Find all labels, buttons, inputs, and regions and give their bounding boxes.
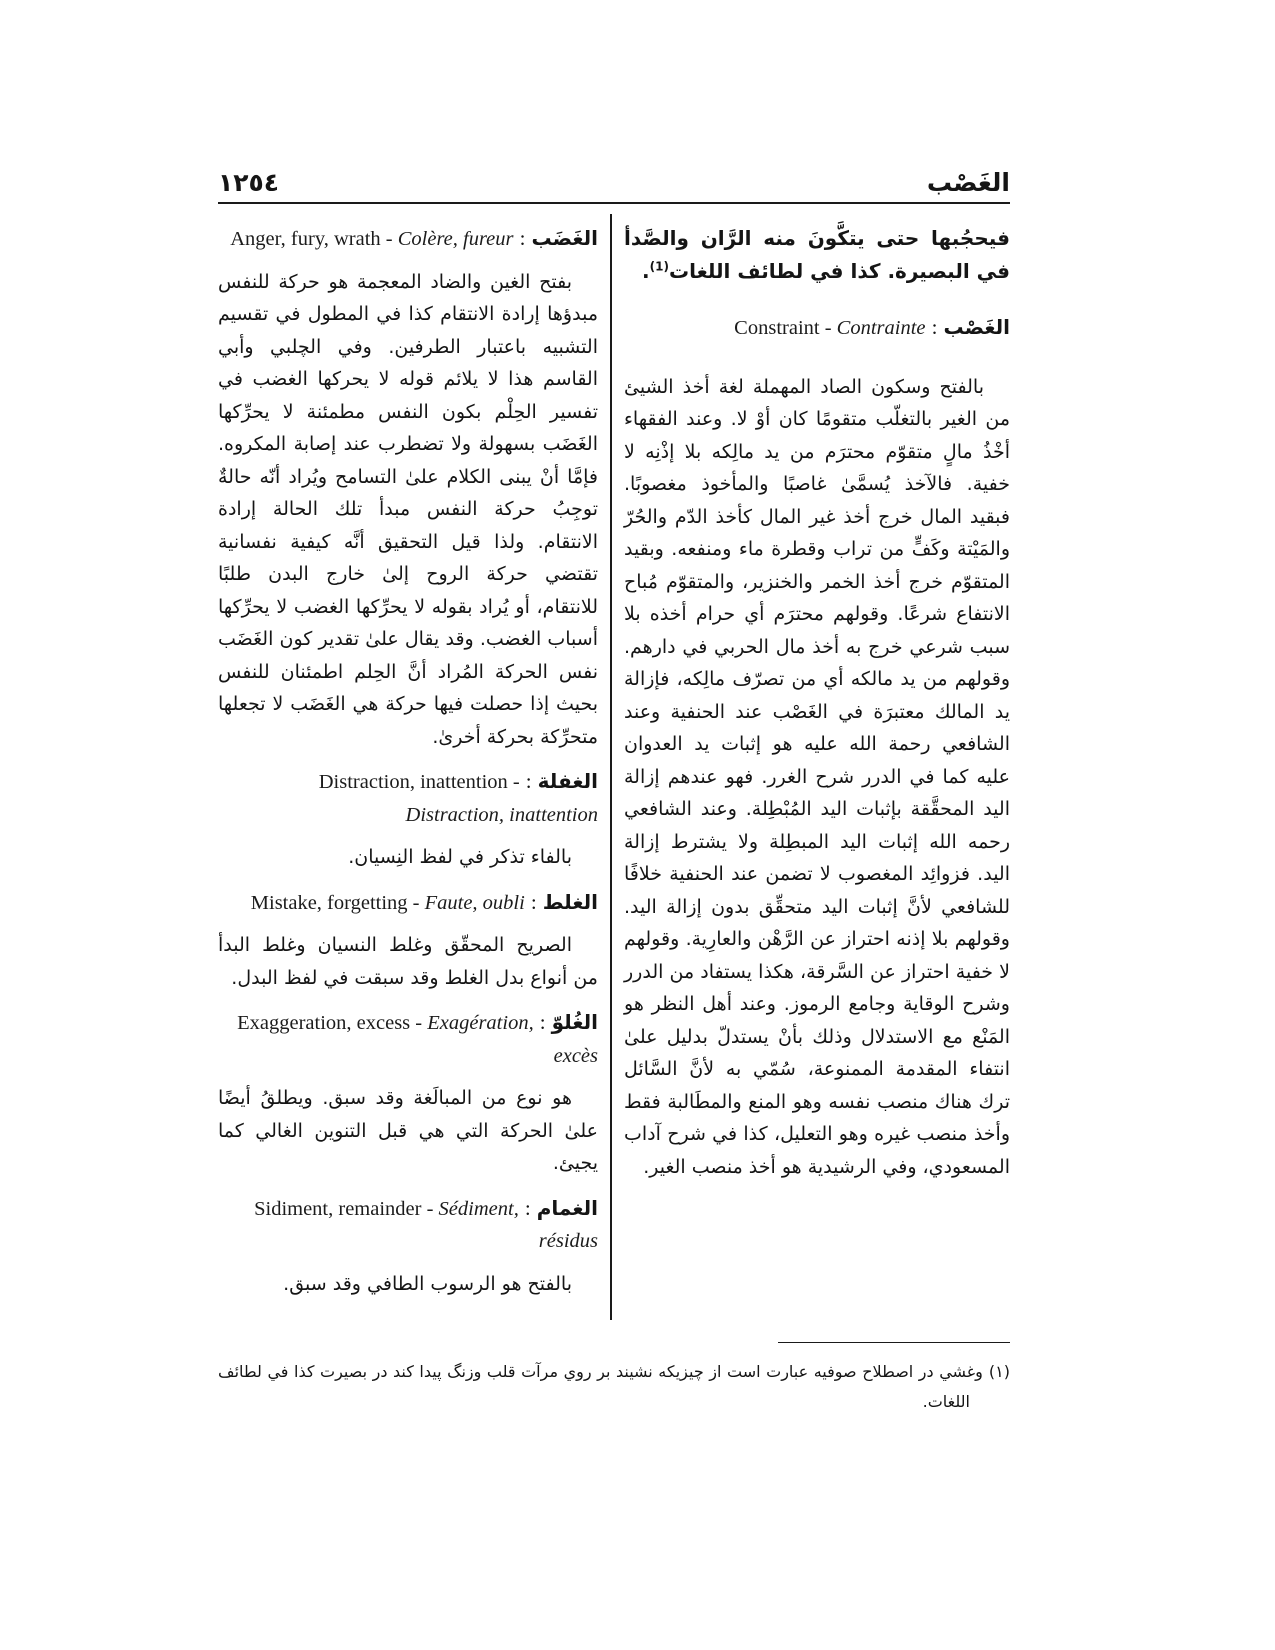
footnote-body: وغشي در اصطلاح صوفيه عبارت است از چيزيكه نشيند بر روي مرآت قلب وزنگ پيدا كند در بصيرت كذا في لطائف اللغات.	[218, 1362, 983, 1411]
left-column	[218, 214, 598, 1320]
entry-heading	[624, 311, 1010, 345]
headword-separator: :	[539, 1010, 546, 1034]
entry-definition: بفتح الغين والضاد المعجمة هو حركة للنفس مبدؤها إرادة الانتقام كذا في المطول في تقسيم التشبيه باعتبار الطرفين. وفي الچلبي وأبي القاسم هذا لا يلائم قوله لا يحركها الغضب في تفسير الحِلْم بكون النفس مطمئنة لا يحرِّكها الغَضَب بسهولة ولا تضطرب عند إصابة المكروه. فإمَّا أنْ يبنى الكلام علىٰ التسامح ويُراد أنّه حالةٌ توجِبُ حركة النفس مبدأ تلك الحالة إرادة الانتقام. ولذا قيل التحقيق أنَّه كيفية نفسانية تقتضي حركة الروح إلىٰ خارج البدن طلبًا للانتقام، أو يُراد بقوله لا يحرِّكها الغضب لا يحرِّكها أسباب الغضب. وقد يقال علىٰ تقدير كون الغَضَب نفس الحركة المُراد أنَّ الحِلم اطمئنان للنفس بحيث إذا حصلت فيها حركة هي الغَضَب لا تجعلها متحرِّكة بحركة أخرىٰ.	[218, 270, 598, 748]
gloss-french: Sédiment, résidus	[438, 1197, 598, 1252]
headword-separator: :	[530, 889, 537, 914]
entry-definition: بالفتح وسكون الصاد المهملة لغة أخذ الشيئ من الغير بالتغلّب متقومًا كان أوْ لا. وعند الفقهاء أخْذُ مالٍ متقوّم محترَم من يد مالِكه بلا إذْنِه لا خفية. فالآخذ يُسمَّىٰ غاصبًا والمأخوذ مغصوبًا. فبقيد المال خرج أخذ غير المال كأخذ الدّم والحُرّ والمَيْتة وكَفٍّ من تراب وقطرة ماء ومنفعه. وبقيد المتقوّم خرج أخذ الخمر والخنزير، والمتقوّم مُباح الانتفاع شرعًا. وقولهم محترَم أي حرام أخذه بلا سبب شرعي خرج به أخذ مال الحربي في دارهم. وقولهم من يد مالكه أي من تصرّف مالِكه، فإزالة يد المالك معتبرَة في الغَصْب عند الحنفية وعند الشافعي رحمة الله عليه هو إثبات يد العدوان عليه كما في الدرر شرح الغرر. فهو عندهم إزالة اليد المحقَّقة بإثبات اليد المُبْطِلة. وعند الشافعي رحمه الله إثبات اليد المبطِلة ولا يشترط إزالة اليد. فزوائِد المغصوب لا تضمن عند الحنفية خلافًا للشافعي لأنَّ إثبات اليد متحقِّق بدون إزالة اليد. وقولهم بلا إذنه احتراز عن الرَّهْن والعارِية. وقولهم لا خفية احتراز عن السَّرقة، هكذا يستفاد من الدرر وشرح الوقاية وجامع الرموز. وعند أهل النظر هو المَنْع مع الاستدلال وذلك بأنْ يستدلّ بدليل علىٰ انتفاء المقدمة الممنوعة، سُمّي به لأنَّ السَّائل ترك هناك منصب نفسه وهو المنع والمطَالبة فقط وأخذ منصب غيره وهو التعليل، كذا في شرح آداب المسعودي، وفي الرشيدية هو أخذ منصب الغير.	[624, 375, 1010, 1178]
gloss-english: Exaggeration, excess -	[237, 1012, 423, 1034]
headword-separator: :	[525, 769, 532, 793]
entry-heading	[218, 1006, 598, 1072]
running-head	[218, 166, 1010, 204]
gloss-french: Colère, fureur	[397, 228, 514, 250]
page-number: ١٢٥٤	[218, 168, 280, 197]
entry-definition: بالفاء تذكر في لفظ النِسيان.	[348, 846, 572, 868]
continued-text	[624, 222, 1010, 287]
entry-definition: هو نوع من المبالَغة وقد سبق. ويطلقُ أيضًا علىٰ الحركة التي هي قبل التنوين الغالي كما يجيئ.	[218, 1087, 598, 1174]
headword-arabic: الغَضَب	[531, 226, 598, 250]
gloss-english: Mistake, forgetting -	[250, 891, 420, 914]
column-divider	[610, 214, 612, 1320]
footnote	[218, 1342, 1010, 1417]
entry-definition: بالفتح هو الرسوب الطافي وقد سبق.	[283, 1272, 572, 1295]
footnote-reference: (1)	[649, 258, 669, 273]
entry-heading	[218, 765, 598, 831]
two-column-layout	[218, 214, 1010, 1320]
dictionary-entry	[218, 1192, 598, 1301]
translation-gloss	[251, 892, 525, 914]
headword-separator: :	[519, 226, 526, 250]
headword-separator: :	[524, 1195, 531, 1220]
dictionary-entry	[218, 765, 598, 874]
footnote-rule	[778, 1342, 1010, 1343]
gloss-english: Sidiment, remainder -	[254, 1197, 434, 1220]
gloss-english: Distraction, inattention -	[318, 771, 520, 793]
dictionary-entry	[218, 222, 598, 753]
entry-heading	[218, 886, 598, 920]
gloss-english: Anger, fury, wrath -	[230, 228, 393, 250]
gloss-french: Exagération, excès	[427, 1012, 598, 1067]
running-head-headword: الغَصْب	[926, 168, 1010, 197]
gloss-french: Faute, oubli	[424, 891, 525, 914]
headword-arabic: الغمام	[536, 1195, 598, 1220]
page-body	[218, 214, 1010, 1433]
dictionary-entry	[218, 1006, 598, 1180]
gloss-french: Contrainte	[836, 317, 926, 339]
headword-arabic: الغلط	[542, 889, 598, 914]
entry-heading	[218, 1192, 598, 1258]
dictionary-entry	[218, 886, 598, 995]
continued-text-body: فيحجُبها حتى يتكَّونَ منه الرَّان والصَّدأ في البصيرة. كذا في لطائف اللغات	[624, 226, 1010, 283]
entry-definition: الصريح المحقّق وغلط النسيان وغلط البدأ من أنواع بدل الغلط وقد سبقت في لفظ البدل.	[218, 934, 598, 989]
headword-separator: :	[931, 315, 938, 339]
gloss-french: Distraction, inattention	[405, 803, 598, 826]
translation-gloss	[230, 228, 513, 250]
headword-arabic: الغُلوّ	[551, 1010, 598, 1034]
continued-text-tail: .	[642, 258, 650, 283]
headword-arabic: الغَصْب	[943, 315, 1010, 339]
headword-arabic: الغفلة	[537, 769, 598, 793]
translation-gloss	[734, 317, 925, 339]
gloss-english: Constraint -	[734, 317, 832, 339]
footnote-number: (١)	[988, 1362, 1010, 1381]
right-column	[624, 214, 1010, 1320]
dictionary-entry	[624, 311, 1010, 1183]
footnote-text	[218, 1357, 1010, 1417]
entry-heading	[218, 222, 598, 256]
